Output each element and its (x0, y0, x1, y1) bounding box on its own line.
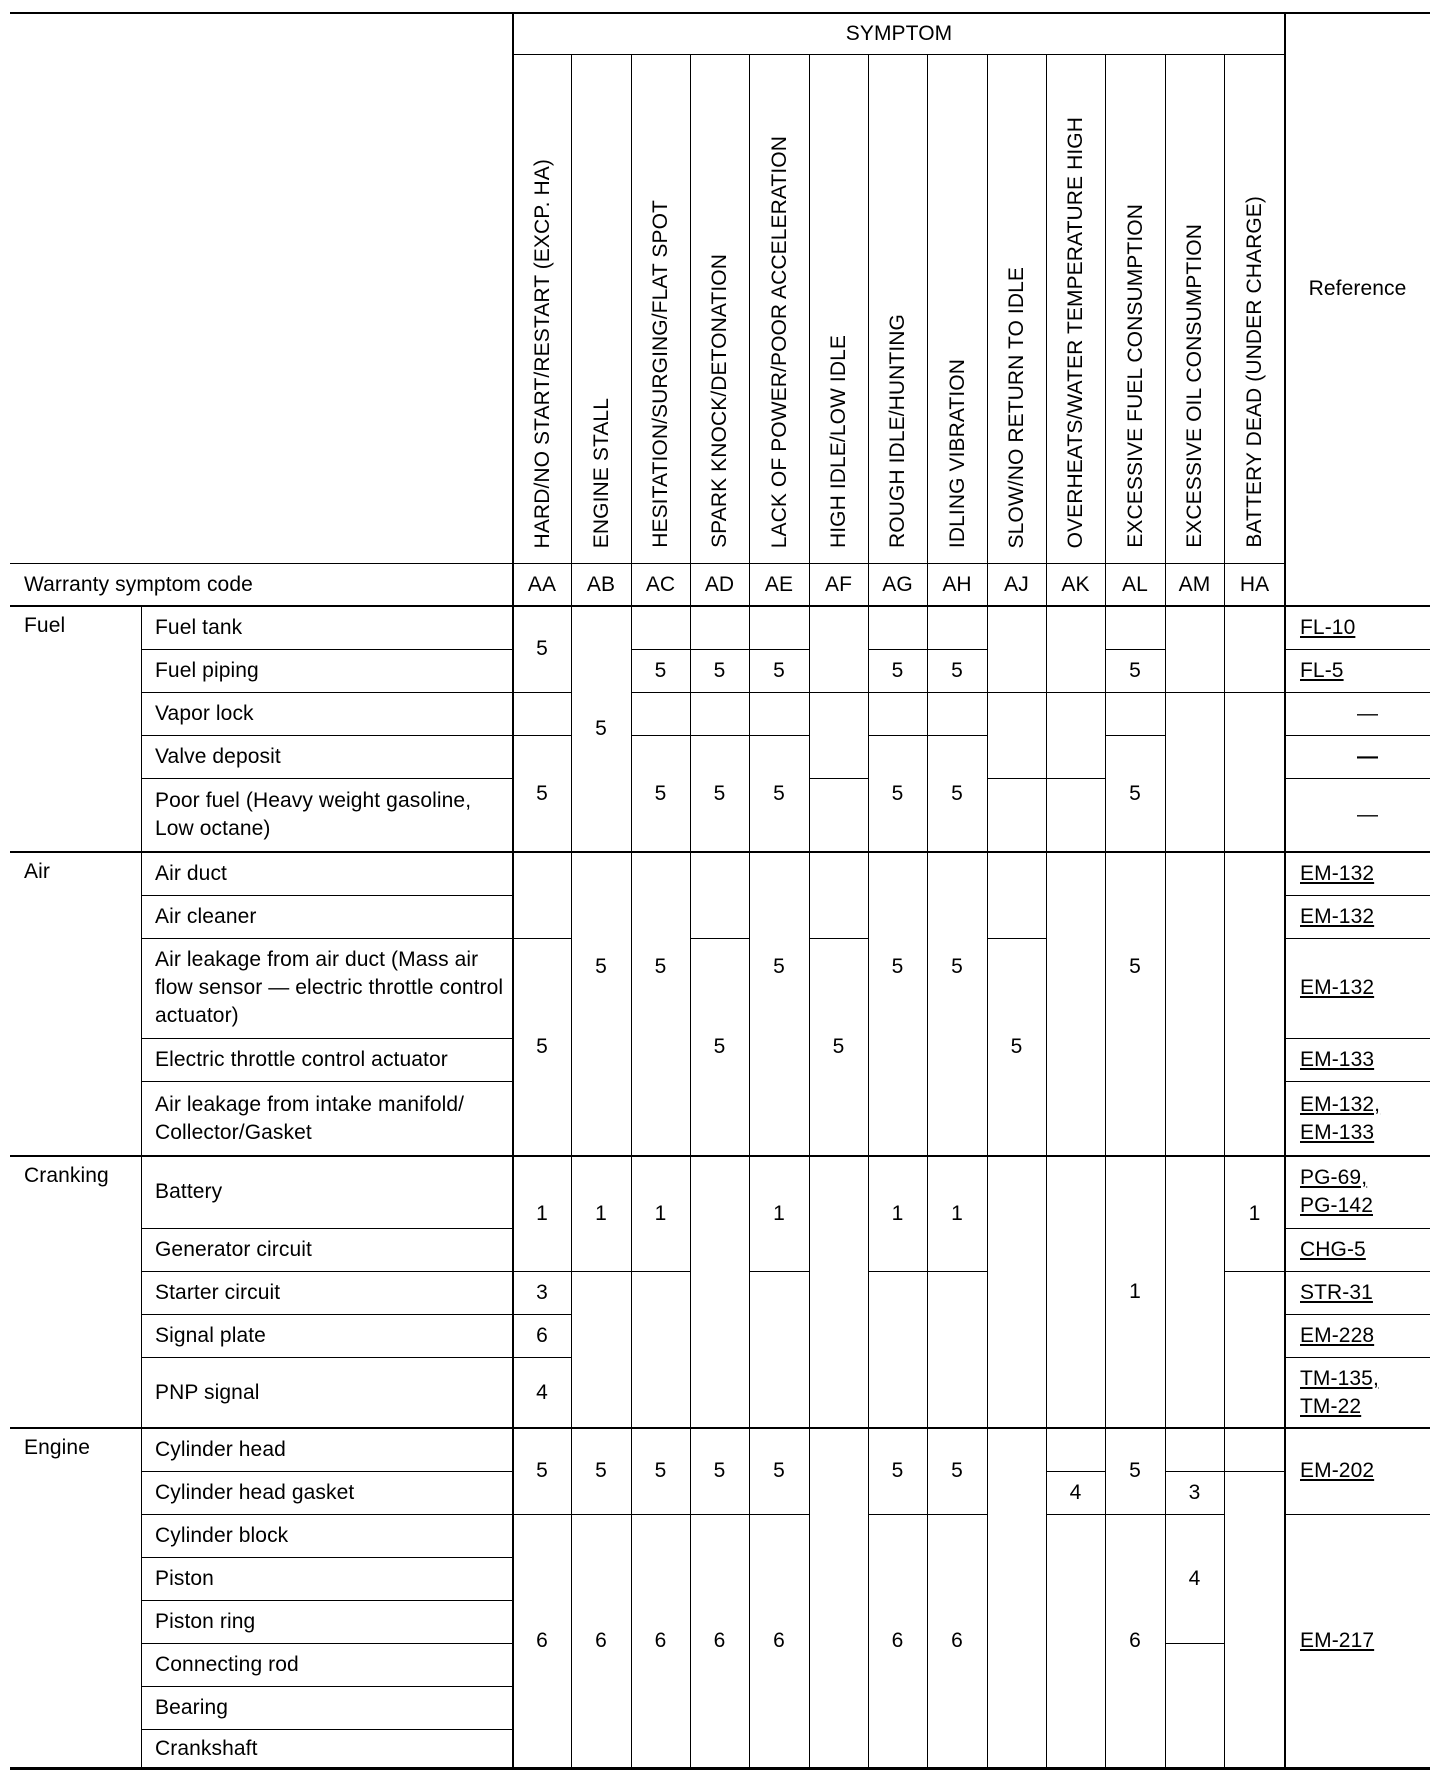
value-aa-signal-plate: 6 (536, 1323, 548, 1347)
rule-top (10, 12, 1430, 14)
grid-f2 (513, 735, 571, 736)
value-ag-fuel-piping: 5 (891, 658, 904, 682)
value-ae-air: 5 (773, 954, 785, 978)
ref-cylinder-block-group[interactable]: EM-217 (1300, 1629, 1375, 1652)
hrule-ref-11 (1285, 1314, 1430, 1315)
grid-e8 (1165, 1643, 1224, 1644)
value-aa-fuel-tank-piping: 5 (536, 637, 548, 660)
vrule-ab (571, 54, 572, 1768)
grid-f13 (1105, 649, 1165, 650)
value-ab-air: 5 (595, 954, 607, 978)
value-ab-block-group: 6 (595, 1629, 607, 1652)
value-ad-valve-poor: 5 (713, 781, 726, 805)
ref-battery[interactable]: PG-69, PG-142 (1300, 1166, 1373, 1217)
rule-cranking-engine (10, 1427, 1430, 1429)
symptom-code-af: AF (824, 573, 853, 596)
item-cylinder-block: Cylinder block (155, 1523, 289, 1547)
ref-cylinder-head[interactable]: EM-202 (1300, 1459, 1375, 1482)
value-ah-block-group: 6 (951, 1629, 963, 1652)
symptom-code-ab: AB (586, 573, 616, 596)
grid-f11 (987, 692, 1105, 693)
grid-c2 (513, 1314, 571, 1315)
hrule-ref-1 (1285, 649, 1430, 650)
value-ab-battery-generator: 1 (595, 1201, 607, 1225)
value-aa-air: 5 (536, 1035, 548, 1058)
value-al-cranking: 1 (1129, 1280, 1141, 1303)
value-ab-cylinder-head: 5 (595, 1459, 607, 1482)
hrule-ref-8 (1285, 1081, 1430, 1082)
symptom-code-ag: AG (882, 573, 913, 596)
symptom-name-ag: ROUGH IDLE/HUNTING (886, 314, 909, 548)
vrule-ah (927, 54, 928, 1768)
grid-f12 (987, 778, 1105, 779)
hrule-item-17 (141, 1643, 513, 1644)
grid-c4 (571, 1271, 690, 1272)
value-al-fuel-piping: 5 (1129, 658, 1141, 682)
hrule-ref-3 (1285, 735, 1430, 736)
hrule-ref-12 (1285, 1357, 1430, 1358)
value-ac-valve-poor: 5 (654, 781, 667, 805)
ref-electric-throttle[interactable]: EM-133 (1300, 1047, 1375, 1071)
ref-fl-5[interactable]: FL-5 (1300, 658, 1344, 682)
item-bearing: Bearing (155, 1695, 229, 1719)
item-piston: Piston (155, 1566, 214, 1590)
value-ae-block-group: 6 (773, 1629, 785, 1652)
ref-valve-deposit: — (1356, 744, 1379, 768)
grid-f1 (513, 692, 571, 693)
grid-e4 (1046, 1514, 1105, 1515)
value-ac-fuel-piping: 5 (654, 658, 667, 682)
grid-f17 (1224, 692, 1285, 693)
item-valve-deposit: Valve deposit (155, 744, 281, 768)
ref-poor-fuel: — (1356, 803, 1379, 826)
hrule-item-14 (141, 1514, 513, 1515)
symptom-code-ah: AH (942, 573, 972, 596)
ref-air-cleaner[interactable]: EM-132 (1300, 904, 1375, 928)
grid-c5 (749, 1271, 809, 1272)
hrule-item-6 (141, 938, 513, 939)
vrule-am (1165, 54, 1166, 1768)
symptom-name-ab: ENGINE STALL (589, 397, 613, 548)
value-ab-fuel: 5 (595, 717, 607, 740)
vrule-cat-item (141, 606, 142, 1768)
value-ag-valve-poor: 5 (891, 781, 904, 805)
symptom-name-am: EXCESSIVE OIL CONSUMPTION (1183, 224, 1206, 548)
item-cylinder-head-gasket: Cylinder head gasket (155, 1480, 355, 1504)
ref-generator[interactable]: CHG-5 (1300, 1237, 1366, 1261)
grid-f3 (631, 649, 809, 650)
item-poor-fuel: Poor fuel (Heavy weight gasoline, Low octane) (155, 789, 472, 840)
value-ad-block-group: 6 (713, 1629, 726, 1652)
hrule-item-11 (141, 1314, 513, 1315)
grid-a2 (690, 938, 749, 939)
value-ae-valve-poor: 5 (773, 781, 785, 805)
hrule-ref-7 (1285, 1038, 1430, 1039)
grid-a3 (809, 938, 868, 939)
category-engine: Engine (24, 1436, 90, 1459)
hrule-item-18 (141, 1686, 513, 1687)
item-piston-ring: Piston ring (155, 1609, 256, 1633)
symptom-code-ad: AD (704, 573, 735, 596)
vrule-ad (690, 54, 691, 1768)
ref-vapor-lock: — (1356, 701, 1379, 725)
value-ah-air: 5 (951, 954, 963, 978)
value-ae-fuel-piping: 5 (773, 658, 785, 682)
symptom-name-ae: LACK OF POWER/POOR ACCELERATION (767, 135, 791, 548)
ref-fl-10[interactable]: FL-10 (1300, 615, 1356, 639)
symptom-name-aj: SLOW/NO RETURN TO IDLE (1005, 266, 1028, 548)
category-cranking: Cranking (24, 1164, 109, 1187)
value-ae-cylinder-head: 5 (773, 1459, 785, 1482)
grid-f6 (809, 692, 868, 693)
grid-f16 (1165, 692, 1224, 693)
symptom-code-ha: HA (1239, 573, 1270, 596)
ref-air-duct[interactable]: EM-132 (1300, 861, 1375, 885)
symptom-name-ah: IDLING VIBRATION (945, 358, 969, 548)
item-air-cleaner: Air cleaner (155, 904, 257, 928)
vrule-ae (749, 54, 750, 1768)
vrule-ak (1046, 54, 1047, 1768)
rule-header-bottom (10, 563, 1285, 564)
value-al-block-group: 6 (1129, 1629, 1141, 1652)
hrule-item-1 (141, 649, 513, 650)
item-signal-plate: Signal plate (155, 1323, 266, 1347)
item-generator-circuit: Generator circuit (155, 1237, 312, 1261)
value-al-air: 5 (1129, 954, 1141, 978)
hrule-item-13 (141, 1471, 513, 1472)
grid-f10 (868, 735, 987, 736)
symptom-code-aa: AA (527, 573, 557, 596)
value-aj-air: 5 (1010, 1035, 1023, 1058)
hrule-item-9 (141, 1228, 513, 1229)
grid-f8 (868, 649, 987, 650)
item-fuel-piping: Fuel piping (155, 658, 259, 682)
ref-starter[interactable]: STR-31 (1300, 1280, 1373, 1304)
grid-c7 (1224, 1271, 1285, 1272)
symptom-name-ac: HESITATION/SURGING/FLAT SPOT (649, 200, 672, 548)
grid-a1 (513, 938, 571, 939)
symptom-name-aa: HARD/NO START/RESTART (EXCP. HA) (530, 158, 554, 548)
value-af-air: 5 (832, 1035, 845, 1058)
value-ac-air: 5 (654, 954, 667, 978)
grid-e5 (1105, 1514, 1165, 1515)
value-aa-valve-poor: 5 (536, 781, 548, 805)
value-ag-battery-generator: 1 (891, 1201, 904, 1225)
value-ah-cylinder-head: 5 (951, 1459, 963, 1482)
value-am-head-gasket: 3 (1188, 1480, 1201, 1504)
item-fuel-tank: Fuel tank (155, 615, 243, 639)
hrule-ref-6 (1285, 938, 1430, 939)
value-ac-block-group: 6 (654, 1629, 667, 1652)
value-aa-battery-generator: 1 (536, 1201, 548, 1225)
grid-e1 (513, 1514, 809, 1515)
vrule-ag (868, 54, 869, 1768)
symptom-code-al: AL (1122, 573, 1148, 596)
value-aa-cylinder-head: 5 (536, 1459, 548, 1482)
grid-e2 (868, 1514, 987, 1515)
item-vapor-lock: Vapor lock (155, 701, 254, 725)
hrule-item-2 (141, 692, 513, 693)
value-al-valve-poor: 5 (1129, 781, 1141, 805)
item-air-leakage-duct: Air leakage from air duct (Mass air flow sensor — electric throttle control actuator) (155, 948, 504, 1027)
value-ae-battery-generator: 1 (773, 1201, 785, 1225)
value-ac-cylinder-head: 5 (654, 1459, 667, 1482)
item-starter-circuit: Starter circuit (155, 1280, 281, 1304)
value-ah-fuel-piping: 5 (951, 658, 963, 682)
value-ad-air: 5 (713, 1035, 726, 1058)
value-aa-block-group: 6 (536, 1629, 548, 1652)
value-ha-battery: 1 (1248, 1201, 1261, 1225)
item-cylinder-head: Cylinder head (155, 1437, 286, 1461)
hrule-item-7 (141, 1038, 513, 1039)
value-ah-valve-poor: 5 (951, 781, 963, 805)
grid-f9 (868, 692, 987, 693)
grid-f5 (631, 735, 809, 736)
vrule-aj (987, 54, 988, 1768)
value-ag-block-group: 6 (891, 1629, 904, 1652)
vrule-af (809, 54, 810, 1768)
grid-a4 (987, 938, 1046, 939)
rule-air-cranking (10, 1155, 1430, 1157)
item-battery: Battery (155, 1180, 223, 1203)
vrule-item-aa (512, 12, 514, 1768)
symptom-code-am: AM (1178, 573, 1211, 596)
value-ag-cylinder-head: 5 (891, 1459, 904, 1482)
item-air-duct: Air duct (155, 861, 227, 885)
symptom-code-ae: AE (764, 573, 794, 596)
value-aa-pnp-signal: 4 (536, 1380, 548, 1404)
value-ad-fuel-piping: 5 (713, 658, 726, 682)
symptom-code-ak: AK (1061, 573, 1090, 596)
hrule-ref-10 (1285, 1271, 1430, 1272)
hrule-item-4 (141, 778, 513, 779)
value-ah-battery-generator: 1 (951, 1201, 963, 1225)
symptom-code-ac: AC (645, 573, 676, 596)
hrule-item-19 (141, 1729, 513, 1730)
item-crankshaft: Crankshaft (155, 1736, 258, 1760)
hrule-ref-2 (1285, 692, 1430, 693)
code-row-label: Warranty symptom code (24, 573, 253, 596)
grid-c3 (513, 1357, 571, 1358)
ref-pnp-signal[interactable]: TM-135, TM-22 (1300, 1366, 1379, 1418)
rule-code-bottom (10, 605, 1430, 607)
item-air-leakage-manifold: Air leakage from intake manifold/ Collector/Gasket (155, 1092, 465, 1144)
symptom-code-aj: AJ (1004, 573, 1029, 596)
reference-title: Reference (1308, 277, 1407, 300)
grid-c1 (513, 1271, 571, 1272)
vrule-al (1105, 54, 1106, 1768)
hrule-item-8 (141, 1081, 513, 1082)
grid-e9 (1224, 1471, 1285, 1472)
item-pnp-signal: PNP signal (155, 1380, 260, 1404)
rule-symptom-under (513, 54, 1285, 55)
grid-f4 (631, 692, 809, 693)
category-air: Air (24, 860, 50, 883)
vrule-ac (631, 54, 632, 1768)
ref-signal-plate[interactable]: EM-228 (1300, 1323, 1375, 1347)
vrule-ha-ref (1284, 12, 1286, 1768)
item-connecting-rod: Connecting rod (155, 1652, 299, 1676)
grid-c6 (868, 1271, 987, 1272)
grid-e3 (1046, 1471, 1105, 1472)
symptom-name-ha: BATTERY DEAD (UNDER CHARGE) (1243, 196, 1266, 548)
rule-bottom (10, 1767, 1430, 1770)
hrule-ref-5 (1285, 895, 1430, 896)
symptom-name-ad: SPARK KNOCK/DETONATION (708, 254, 731, 548)
value-ac-battery-generator: 1 (654, 1201, 667, 1225)
grid-e7 (1165, 1514, 1224, 1515)
hrule-item-10 (141, 1271, 513, 1272)
symptom-name-ak: OVERHEATS/WATER TEMPERATURE HIGH (1064, 116, 1087, 548)
hrule-item-5 (141, 895, 513, 896)
symptom-name-af: HIGH IDLE/LOW IDLE (827, 334, 850, 548)
grid-e6 (1165, 1471, 1224, 1472)
hrule-ref-4 (1285, 778, 1430, 779)
symptom-title: SYMPTOM (845, 22, 953, 45)
value-ag-air: 5 (891, 954, 904, 978)
hrule-item-15 (141, 1557, 513, 1558)
value-al-cylinder-head: 5 (1129, 1459, 1141, 1482)
vrule-ha (1224, 54, 1225, 1768)
hrule-item-12 (141, 1357, 513, 1358)
hrule-item-16 (141, 1600, 513, 1601)
hrule-ref-13 (1285, 1514, 1430, 1515)
hrule-item-3 (141, 735, 513, 736)
value-aa-starter-circuit: 3 (536, 1280, 548, 1304)
grid-f14 (1105, 692, 1165, 693)
grid-f7 (809, 778, 868, 779)
ref-air-leakage-manifold[interactable]: EM-132, EM-133 (1300, 1092, 1381, 1144)
hrule-ref-9 (1285, 1228, 1430, 1229)
value-ad-cylinder-head: 5 (713, 1459, 726, 1482)
item-electric-throttle: Electric throttle control actuator (155, 1047, 448, 1071)
category-fuel: Fuel (24, 614, 66, 637)
ref-air-leakage-duct[interactable]: EM-132 (1300, 976, 1375, 999)
grid-f15 (1105, 735, 1165, 736)
value-am-piston-group: 4 (1188, 1566, 1201, 1590)
symptom-name-al: EXCESSIVE FUEL CONSUMPTION (1123, 204, 1147, 548)
rule-fuel-air (10, 851, 1430, 853)
value-ak-head-gasket: 4 (1069, 1480, 1082, 1504)
